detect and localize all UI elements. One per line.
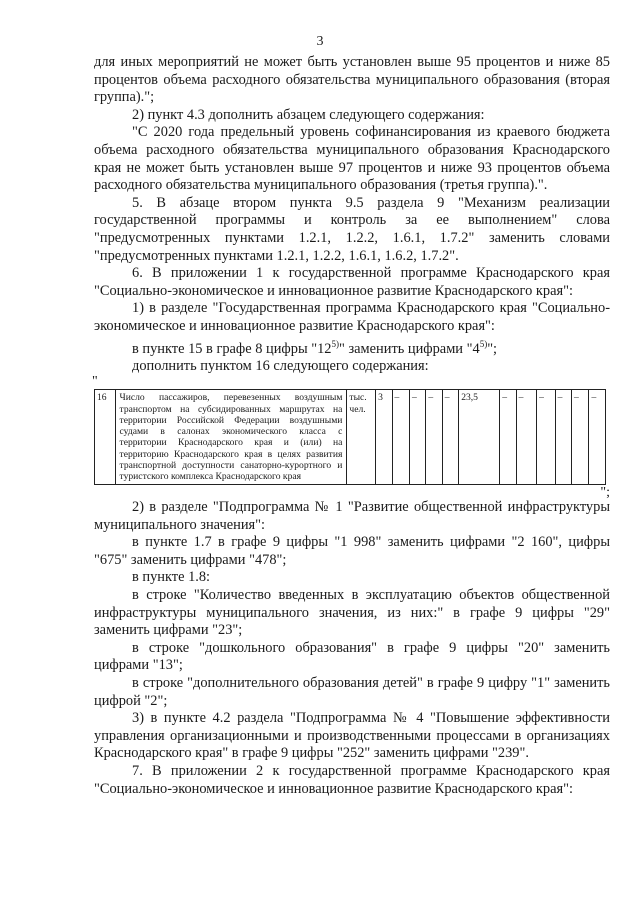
paragraph: "С 2020 года предельный уровень софинансирования из краевого бюджета объема расходного обязательства муниципального образования Краснодарского края не может быть установлен выше 97 процентов и ниже 93 процентов объема расходного обязательства муниципального образования (третья группа).". (94, 124, 610, 194)
table-cell-value: – (516, 390, 537, 485)
paragraph: 6. В приложении 1 к государственной программе Краснодарского края "Социально-экономическое и инновационное развитие Краснодарского края": (94, 265, 610, 299)
paragraph: в пункте 1.7 в графе 9 цифры "1 998" заменить цифрами "2 160", цифры "675" заменить цифрами "478"; (94, 534, 610, 568)
paragraph: 2) в разделе "Подпрограмма № 1 "Развитие общественной инфраструктуры муниципального значения": (94, 499, 610, 533)
table-cell-number: 16 (95, 390, 116, 485)
table-cell-value: 23,5 (459, 390, 500, 485)
quote-close-mark: "; (600, 485, 610, 501)
paragraph: для иных мероприятий не может быть установлен выше 95 процентов и ниже 85 процентов объема расходного обязательства муниципального образования (вторая группа)."; (94, 54, 610, 106)
p15-text-before: в пункте 15 в графе 8 цифры "12 (132, 340, 332, 357)
paragraph-add-item-16: дополнить пунктом 16 следующего содержания: (132, 357, 429, 374)
p15-text-after: "; (487, 340, 498, 357)
p15-sup-old: 5) (331, 338, 339, 349)
paragraphs-group-b (94, 499, 610, 798)
table-cell-value: – (500, 390, 516, 485)
paragraph: 5. В абзаце втором пункта 9.5 раздела 9 "Механизм реализации государственной программы и контроль за ее выполнением" слова "предусмотренных пунктами 1.2.1, 1.2.2, 1.6.1, 1.7.2" заменить словами "предусмотренных пунктами 1.2.1, 1.2.2, 1.6.1, 1.6.2, 1.7.2". (94, 194, 610, 264)
table-cell-unit: тыс. чел. (347, 390, 376, 485)
paragraph: 2) пункт 4.3 дополнить абзацем следующего содержания: (132, 106, 485, 123)
paragraph: 3) в пункте 4.2 раздела "Подпрограмма № 4 "Повышение эффективности управления организационными и производственными процессами в организациях Краснодарского края" в графе 9 цифры "252" заменить цифрами "239". (94, 710, 610, 762)
table-cell-status: 3 (376, 390, 392, 485)
paragraph-item-15-change (94, 336, 610, 358)
page-number: 3 (316, 34, 324, 49)
document-body (94, 54, 610, 798)
paragraphs-group-a (94, 54, 610, 336)
table-cell-value: – (537, 390, 555, 485)
table-cell-value: – (426, 390, 442, 485)
paragraph: 7. В приложении 2 к государственной программе Краснодарского края "Социально-экономическое и инновационное развитие Краснодарского края": (94, 763, 610, 797)
program-table (94, 389, 606, 485)
quote-open-mark: " (92, 374, 98, 390)
paragraph: 1) в разделе "Государственная программа Краснодарского края "Социально-экономическое и инновационное развитие Краснодарского края": (94, 300, 610, 334)
paragraph: в строке "дополнительного образования детей" в графе 9 цифру "1" заменить цифрой "2"; (94, 675, 610, 709)
paragraph: в пункте 1.8: (132, 569, 211, 586)
table-cell-value: – (442, 390, 458, 485)
p15-text-mid: " заменить цифрами "4 (339, 340, 480, 357)
p15-sup-new: 5) (479, 338, 488, 349)
table-cell-description: Число пассажиров, перевезенных воздушным транспортом на субсидированных маршрутах на территории Российской Федерации воздушными судами в салонах экономического класса с территории Краснодарского края и (или) на территорию Краснодарского края в целях развития транспортной доступности санаторно-курортного и туристского комплекса Краснодарского края (115, 390, 347, 485)
paragraph: в строке "дошкольного образования" в графе 9 цифры "20" заменить цифрами "13"; (94, 639, 610, 674)
table-cell-value: – (409, 390, 425, 485)
table-cell-value: – (555, 390, 571, 485)
paragraph: в строке "Количество введенных в эксплуатацию объектов общественной инфраструктуры муниципального значения, из них:" в графе 9 цифры "29" заменить цифрами "23"; (94, 587, 610, 639)
table-row (95, 390, 606, 485)
table-cell-value: – (392, 390, 409, 485)
table-cell-value: – (572, 390, 589, 485)
table-cell-value: – (589, 390, 606, 485)
